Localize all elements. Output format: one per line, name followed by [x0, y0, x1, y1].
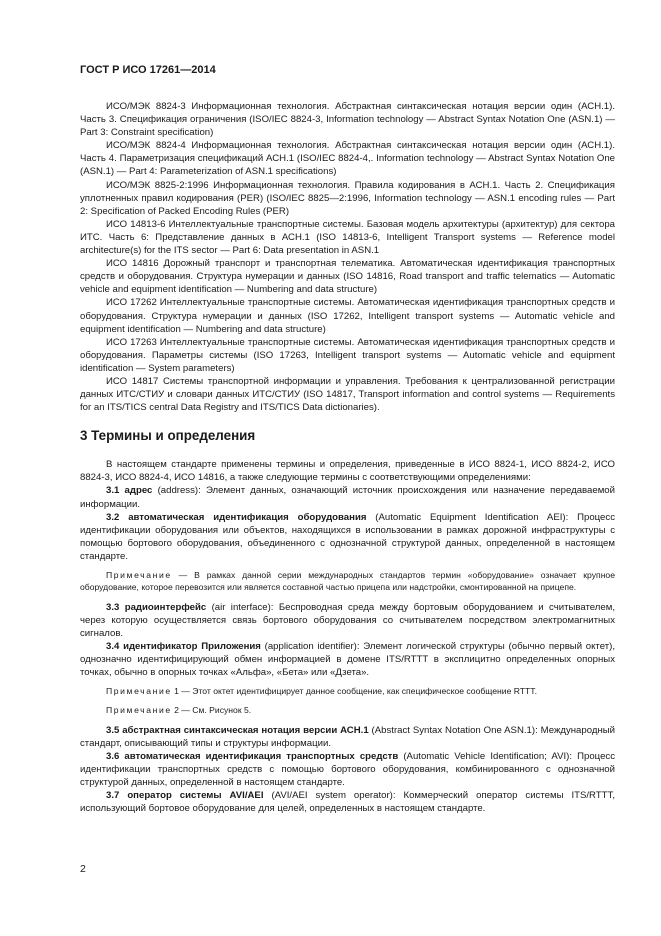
normative-reference: ИСО 17263 Интеллектуальные транспортные системы. Автоматическая идентификация транспортных средств и оборудования. Параметры системы (ISO 17263, Intelligent transport systems — Automatic vehicle and equipment identification — System parameters) [80, 336, 615, 374]
term-definition: (air interface): Беспроводная среда между бортовым оборудованием и считывателем, через которую осуществляется связь бортового оборудования со считывателем посредством электромагнитных сигналов. [80, 601, 615, 639]
term-3-5 [80, 724, 615, 750]
term-definition: (Abstract Syntax Notation One ASN.1): Международный стандарт, описывающий типы и структуры информации. [80, 724, 615, 749]
term-3-2 [80, 511, 615, 563]
term-definition: (Automatic Vehicle Identification; AVI): Процесс идентификации транспортных средств с помощью бортового оборудования, комбинированного с однозначной структурой данных, определенной в настоящем стандарте. [80, 750, 615, 789]
normative-reference: ИСО/МЭК 8824-4 Информационная технология. Абстрактная синтаксическая нотация версии один (АСН.1). Часть 4. Параметризация спецификаций АСН.1 (ISO/IEC 8824-4,. Information technology — Abstract Syntax Notation One (ASN.1) — Part 4: Parameterization of ASN.1 specifications) [80, 140, 615, 178]
term-3-3 [80, 601, 615, 640]
section-heading: 3 Термины и определения [80, 428, 256, 444]
term-definition: (AVI/AEI system operator): Коммерческий оператор системы ITS/RTTT, использующий бортовое оборудование для целей, определенных в настоящем стандарте. [80, 790, 615, 815]
normative-reference: ИСО/МЭК 8824-3 Информационная технология. Абстрактная синтаксическая нотация версии один (АСН.1). Часть 3. Спецификация ограничения (ISO/IEC 8824-3, Information technology — Abstract Syntax Notation One (ASN.1) — Part 3: Constraint specification) [80, 101, 615, 139]
note-3-2 [80, 570, 615, 594]
term-definition: (address): Элемент данных, означающий источник происхождения или назначение передаваемой информации. [80, 485, 615, 510]
note-text: 1 — Этот октет идентифицирует данное сообщение, как специфическое сообщение RTTT. [171, 686, 537, 697]
term-3-4 [80, 640, 615, 679]
term-title: 3.5 абстрактная синтаксическая нотация версии АСН.1 [106, 724, 369, 736]
term-title: 3.2 автоматическая идентификация оборудования [106, 511, 367, 523]
note-text: — В рамках данной серии международных стандартов термин «оборудование» означает крупное оборудование, которое перевозится или является составной частью прицепа или надстройки, смонтированной на прицепе. [80, 570, 615, 592]
term-title: 3.7 оператор системы AVI/AEI [106, 790, 264, 802]
page-content [80, 100, 615, 815]
term-title: 3.4 идентификатор Приложения [106, 640, 261, 652]
note-label: Примечание [106, 686, 172, 697]
term-3-1 [80, 484, 615, 510]
note-text: 2 — См. Рисунок 5. [171, 704, 252, 715]
term-title: 3.6 автоматическая идентификация транспортных средств [106, 750, 399, 762]
term-3-6 [80, 750, 615, 789]
note-3-4-1 [80, 686, 615, 698]
normative-reference: ИСО 14813-6 Интеллектуальные транспортные системы. Базовая модель архитектуры (архитектур) для сектора ИТС. Часть 6: Представление данных в АСН.1 (ISO 14813-6, Intelligent Transport systems — Reference model architecture(s) for the ITS sector — Part 6: Data presentation in ASN.1 [80, 218, 615, 257]
section-intro: В настоящем стандарте применены термины и определения, приведенные в ИСО 8824-1, ИСО 8824-2, ИСО 8824-3, ИСО 8824-4, ИСО 14816, а также следующие термины с соответствующими определениями: [80, 459, 615, 484]
term-title: 3.1 адрес [106, 485, 153, 497]
normative-reference: ИСО 14816 Дорожный транспорт и транспортная телематика. Автоматическая идентификация транспортных средств и оборудования. Структура нумерации и данных (ISO 14816, Road transport and traffic telematics — Automatic vehicle and equipment identification — Numbering and data structure) [80, 258, 615, 296]
note-3-4-2 [80, 705, 615, 717]
term-3-7 [80, 789, 615, 815]
note-label: Примечание [106, 570, 172, 580]
normative-reference: ИСО 17262 Интеллектуальные транспортные системы. Автоматическая идентификация транспортных средств и оборудования. Структура нумерации и данных (ISO 17262, Intelligent transport systems — Automatic vehicle and equipment identification — Numbering and data structure) [80, 297, 615, 335]
normative-reference: ИСО/МЭК 8825-2:1996 Информационная технология. Правила кодирования в АСН.1. Часть 2. Спецификация уплотненных правил кодирования (PER) (ISO/IEC 8825—2:1996, Information technology — ASN.1 encoding rules — Part 2: Specification of Packed Encoding Rules (PER) [80, 179, 615, 217]
normative-reference: ИСО 14817 Системы транспортной информации и управления. Требования к централизованной регистрации данных ИТС/СТИУ и словари данных ИТС/СТИУ (ISO 14817, Transport information and control systems — Requirements for an ITS/TICS central Data Registry and ITS/TICS Data dictionaries). [80, 375, 615, 414]
document-header: ГОСТ Р ИСО 17261—2014 [80, 64, 216, 76]
term-title: 3.3 радиоинтерфейс [106, 601, 207, 613]
note-label: Примечание [106, 704, 172, 715]
term-definition: (Automatic Equipment Identification AEI): Процесс идентификации оборудования или объектов, находящихся в использовании в рамках дорожной инфраструктуры с помощью бортового оборудования, объединенного с однозначной структурой данных, определенной в настоящем стандарте. [80, 511, 615, 562]
term-definition: (application identifier): Элемент логической структуры (обычно первый октет), однозначно идентифицирующий обмен информацией в домене ITS/RTTT в эксплицитно определенных опорных точках, обычно в опорных точках «Альфа», «Бета» или «Дзета». [80, 640, 615, 679]
page-number: 2 [80, 863, 86, 875]
